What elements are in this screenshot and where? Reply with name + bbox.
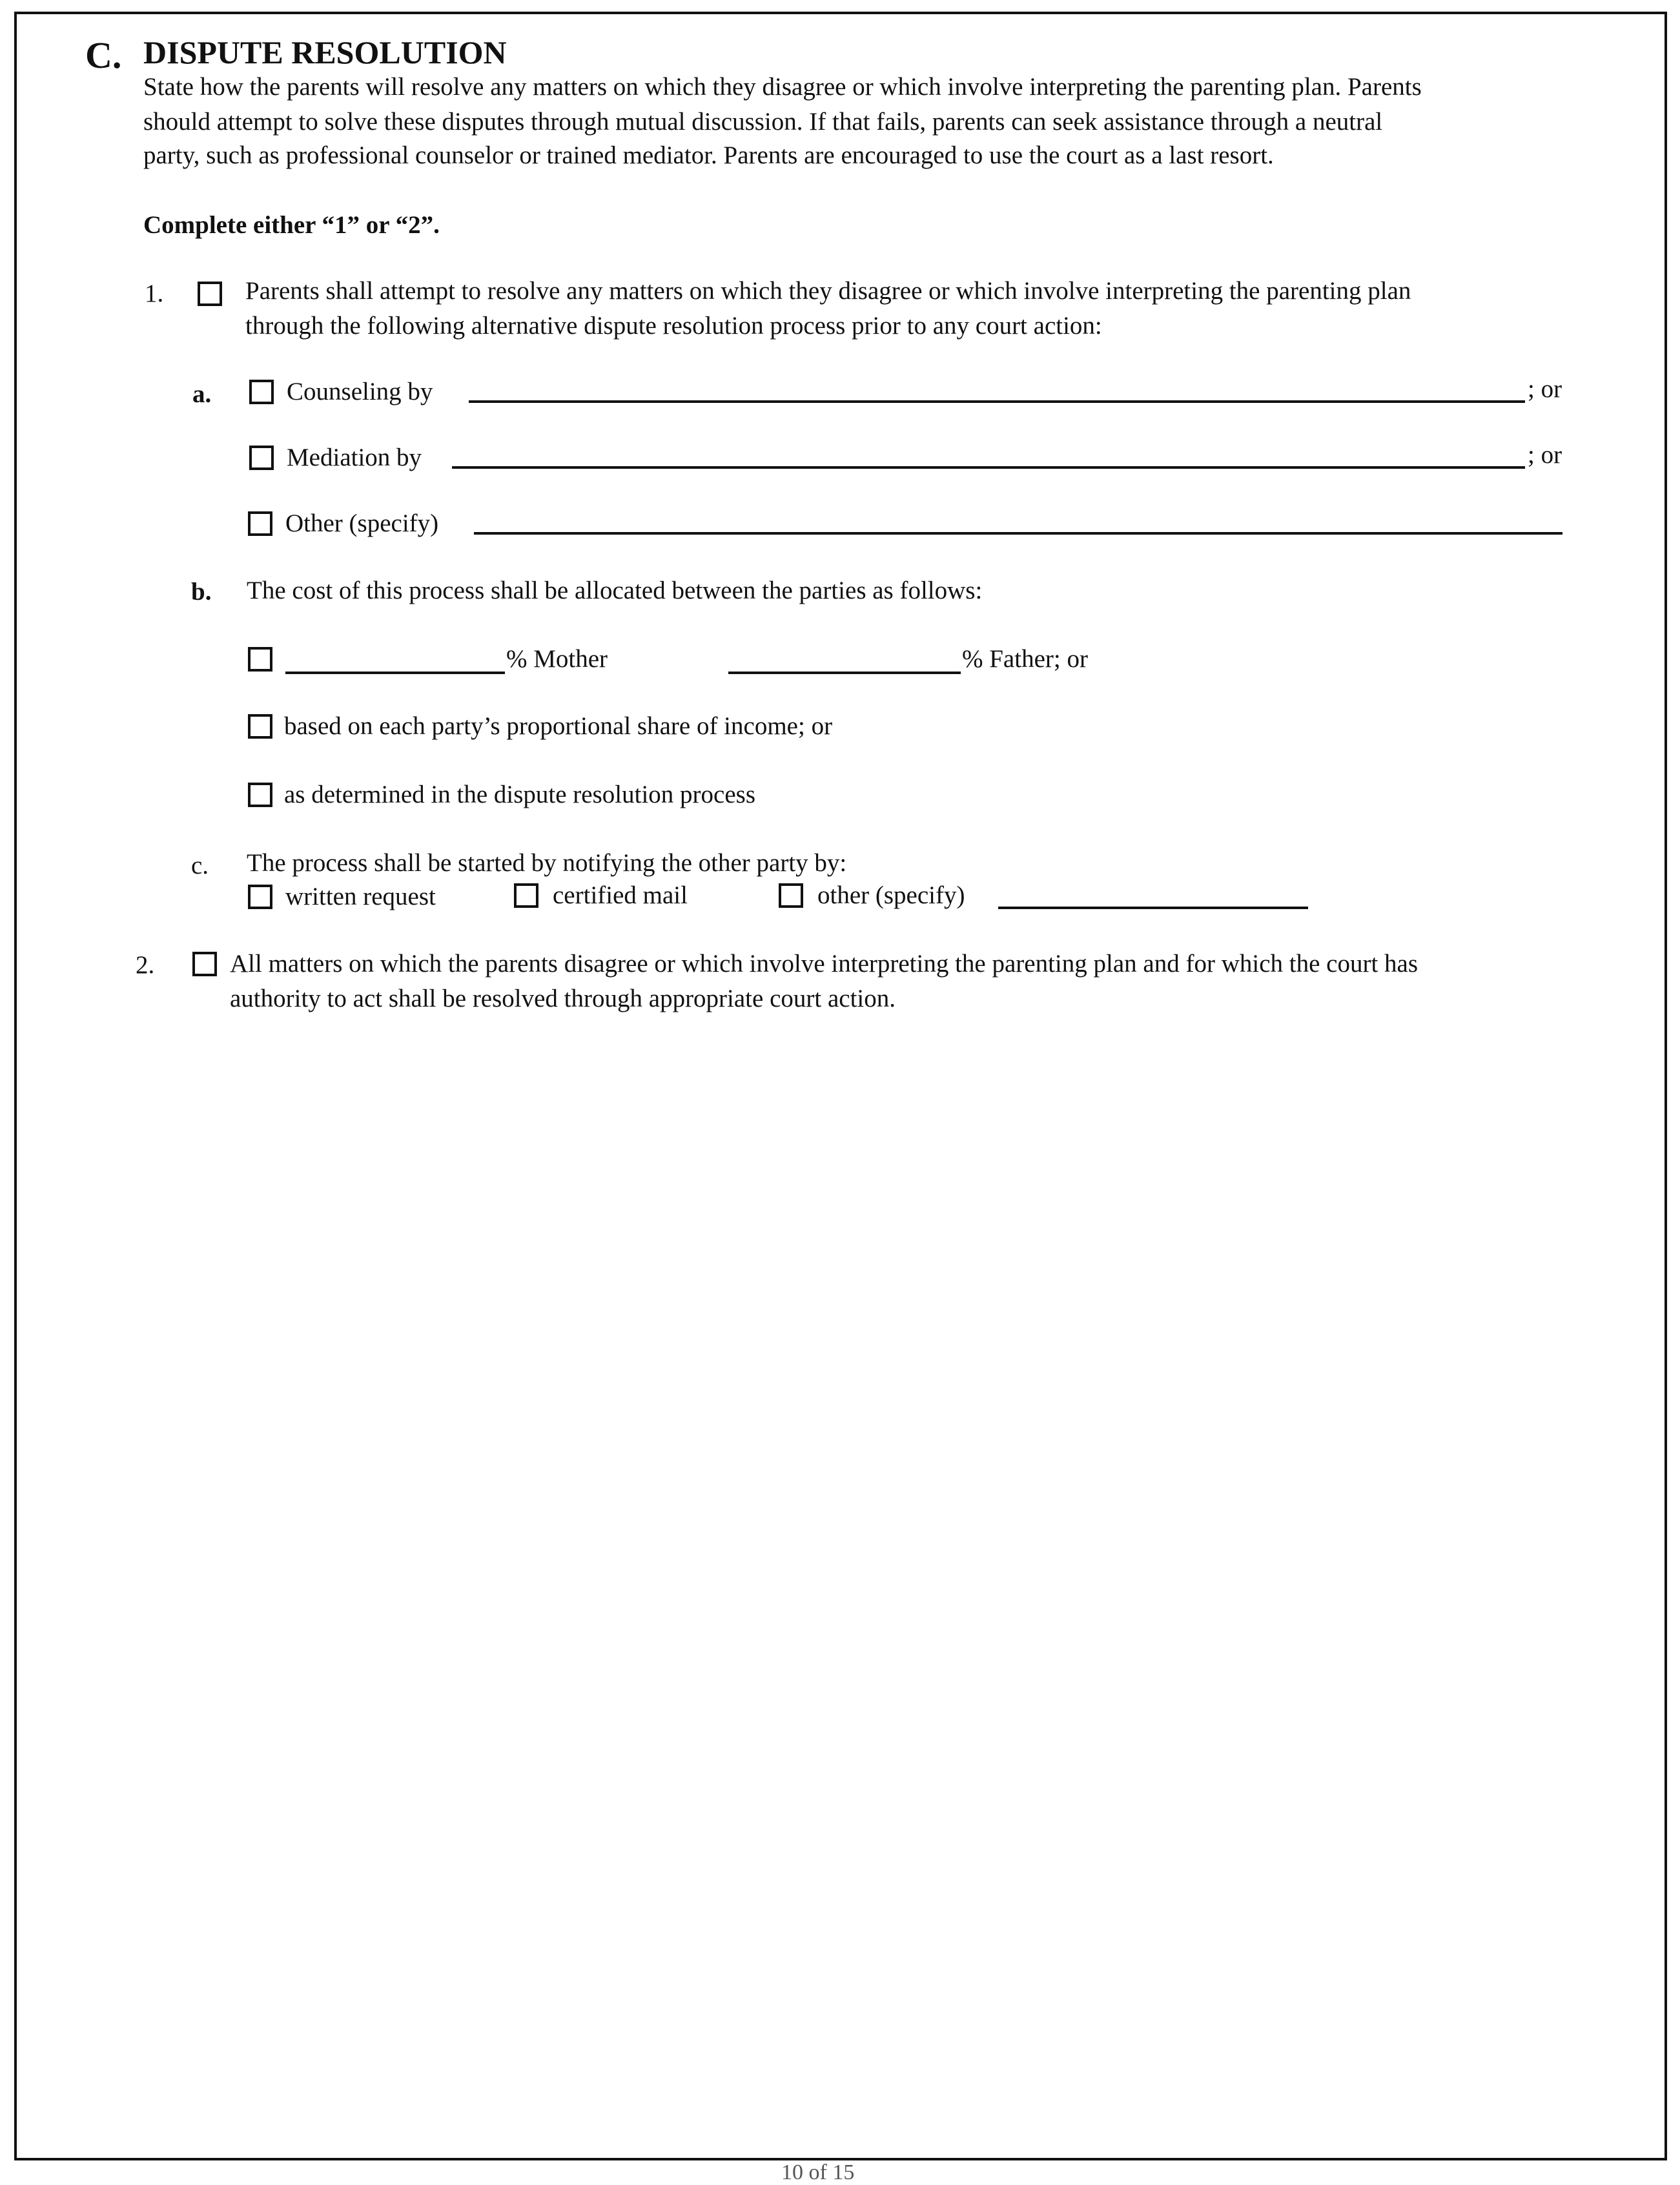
counseling-checkbox[interactable] (249, 380, 274, 404)
mother-percent-field[interactable] (285, 672, 505, 674)
section-letter: C. (85, 34, 122, 76)
item-b-label: b. (191, 578, 212, 606)
item-c-label: c. (191, 852, 209, 879)
written-request-label: written request (285, 883, 436, 910)
mediation-field[interactable] (452, 466, 1525, 469)
counseling-field[interactable] (469, 400, 1525, 403)
instruction: Complete either “1” or “2”. (143, 211, 440, 239)
father-percent-field[interactable] (728, 672, 961, 674)
other-notify-label: other (specify) (817, 881, 965, 909)
proportional-share-checkbox[interactable] (248, 714, 272, 739)
intro-line-3: party, such as professional counselor or trained mediator. Parents are encouraged to use the court as a last resort. (143, 141, 1274, 169)
other-notify-checkbox[interactable] (779, 883, 803, 908)
other-process-field[interactable] (474, 532, 1562, 535)
page-number: 10 of 15 (781, 2160, 855, 2184)
section-title: DISPUTE RESOLUTION (143, 34, 507, 70)
counseling-suffix: ; or (1528, 375, 1562, 403)
certified-mail-checkbox[interactable] (514, 883, 538, 908)
item-a-label: a. (192, 380, 212, 408)
option-1-number: 1. (145, 280, 164, 307)
percentage-checkbox[interactable] (248, 647, 272, 672)
intro-line-1: State how the parents will resolve any matters on which they disagree or which involve interpreting the parenting plan. Parents (143, 73, 1422, 101)
option-2-line-2: authority to act shall be resolved through appropriate court action. (230, 985, 896, 1012)
option-1-checkbox[interactable] (198, 282, 222, 306)
determined-in-process-label: as determined in the dispute resolution process (284, 781, 755, 808)
other-process-label: Other (specify) (285, 509, 439, 537)
counseling-label: Counseling by (287, 378, 433, 405)
intro-line-2: should attempt to solve these disputes through mutual discussion. If that fails, parents can seek assistance through a neutral (143, 108, 1383, 136)
determined-in-process-checkbox[interactable] (248, 783, 272, 807)
option-2-line-1: All matters on which the parents disagree or which involve interpreting the parenting plan and for which the court has (230, 950, 1419, 978)
notify-text: The process shall be started by notifying the other party by: (247, 849, 847, 877)
mediation-label: Mediation by (287, 444, 422, 471)
written-request-checkbox[interactable] (248, 885, 272, 909)
other-process-checkbox[interactable] (248, 511, 272, 536)
proportional-share-label: based on each party’s proportional share of income; or (284, 712, 833, 740)
mother-percent-label: % Mother (506, 645, 608, 673)
certified-mail-label: certified mail (553, 881, 688, 909)
other-notify-field[interactable] (998, 907, 1308, 909)
father-percent-label: % Father; or (962, 645, 1088, 673)
cost-allocation-text: The cost of this process shall be allocated between the parties as follows: (247, 577, 983, 604)
option-2-number: 2. (136, 951, 155, 979)
option-2-checkbox[interactable] (192, 952, 217, 976)
option-1-line-1: Parents shall attempt to resolve any matters on which they disagree or which involve interpreting the parenting plan (245, 277, 1411, 305)
mediation-suffix: ; or (1528, 441, 1562, 469)
mediation-checkbox[interactable] (249, 446, 274, 470)
option-1-line-2: through the following alternative dispute resolution process prior to any court action: (245, 312, 1102, 340)
